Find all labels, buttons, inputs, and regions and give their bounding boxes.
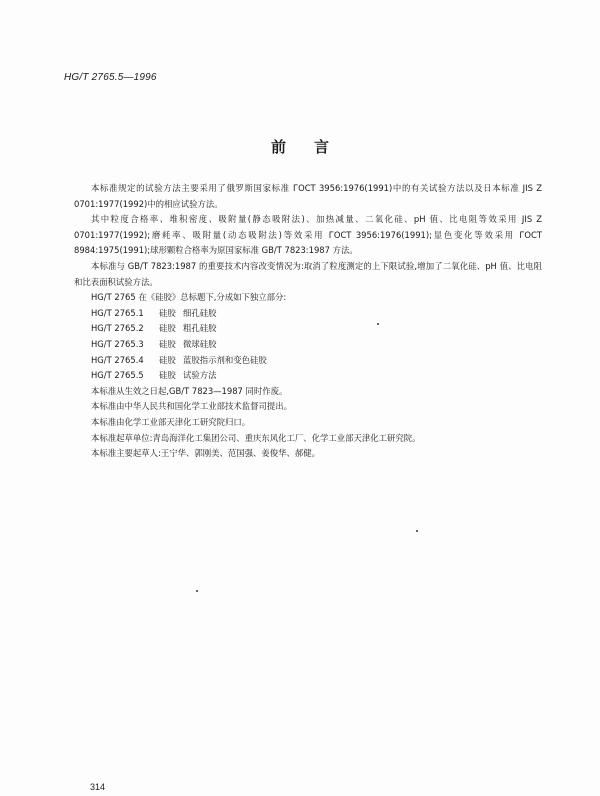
paragraph-drafting-units: 本标准起草单位:青岛海洋化工集团公司、重庆东风化工厂、化学工业部天津化工研究院。 bbox=[91, 432, 421, 443]
part-category: 硅胶 bbox=[159, 338, 176, 349]
paragraph-equivalence: 其中粒度合格率、堆积密度、吸附量(静态吸附法)、加热减量、二氧化硅、pH 值、比电阻等效采用 JIS Z 0701:1977(1992);磨耗率、吸附量(动态吸附法)等效采用 ГОСТ 3956:1976(1991);显色变化等效采用 ГОСТ 8984:1975(1991);球形颗粒合格率为原国家标准 GB/T 7823:1987 方法。 bbox=[74, 214, 542, 256]
page-title: 前言 bbox=[270, 138, 357, 156]
part-code: HG/T 2765.3 bbox=[91, 338, 144, 349]
paragraph-drafters: 本标准主要起草人:王宁华、郭刚美、范国强、姜俊华、郝健。 bbox=[91, 448, 320, 459]
part-category: 硅胶 bbox=[159, 354, 176, 365]
part-category: 硅胶 bbox=[159, 323, 176, 334]
paragraph-scope: 本标准规定的试验方法主要采用了俄罗斯国家标准 ГОСТ 3956:1976(1991)中的有关试验方法以及日本标准 JIS Z 0701:1977(1992)中的相应试验方法。 bbox=[74, 183, 542, 209]
part-category: 硅胶 bbox=[159, 307, 176, 318]
part-category: 硅胶 bbox=[159, 370, 176, 381]
paragraph-proposed-by: 本标准由中华人民共和国化学工业部技术监督司提出。 bbox=[91, 401, 292, 412]
part-name: 试验方法 bbox=[183, 370, 217, 381]
foreword-body bbox=[74, 181, 542, 462]
list-item bbox=[74, 337, 542, 353]
part-name: 粗孔硅胶 bbox=[183, 323, 217, 334]
paragraph-effective: 本标准从生效之日起,GB/T 7823—1987 同时作废。 bbox=[91, 385, 288, 396]
scan-speck bbox=[196, 590, 198, 592]
list-item bbox=[74, 321, 542, 337]
part-code: HG/T 2765.5 bbox=[91, 370, 144, 381]
page-number: 314 bbox=[90, 782, 106, 792]
list-item bbox=[74, 368, 542, 384]
scan-speck bbox=[416, 530, 418, 532]
paragraph-changes: 本标准与 GB/T 7823:1987 的重要技术内容改变情况为:取消了粒度测定的上下限试验,增加了二氧化硅、pH 值、比电阻和比表面积试验方法。 bbox=[74, 260, 542, 287]
scan-speck bbox=[377, 323, 379, 325]
paragraph-centralized-by: 本标准由化学工业部天津化工研究院归口。 bbox=[91, 416, 251, 427]
paragraph-parts-intro: HG/T 2765 在《硅胶》总标题下,分成如下独立部分: bbox=[91, 292, 287, 303]
part-name: 细孔硅胶 bbox=[183, 307, 217, 318]
part-name: 蓝胶指示剂和变色硅胶 bbox=[183, 354, 267, 365]
part-code: HG/T 2765.1 bbox=[91, 307, 144, 318]
standard-code: HG/T 2765.5—1996 bbox=[64, 72, 157, 83]
parts-list bbox=[74, 306, 542, 384]
part-code: HG/T 2765.4 bbox=[91, 354, 144, 365]
part-name: 微球硅胶 bbox=[183, 338, 217, 349]
list-item bbox=[74, 306, 542, 322]
part-code: HG/T 2765.2 bbox=[91, 323, 144, 334]
list-item bbox=[74, 353, 542, 369]
